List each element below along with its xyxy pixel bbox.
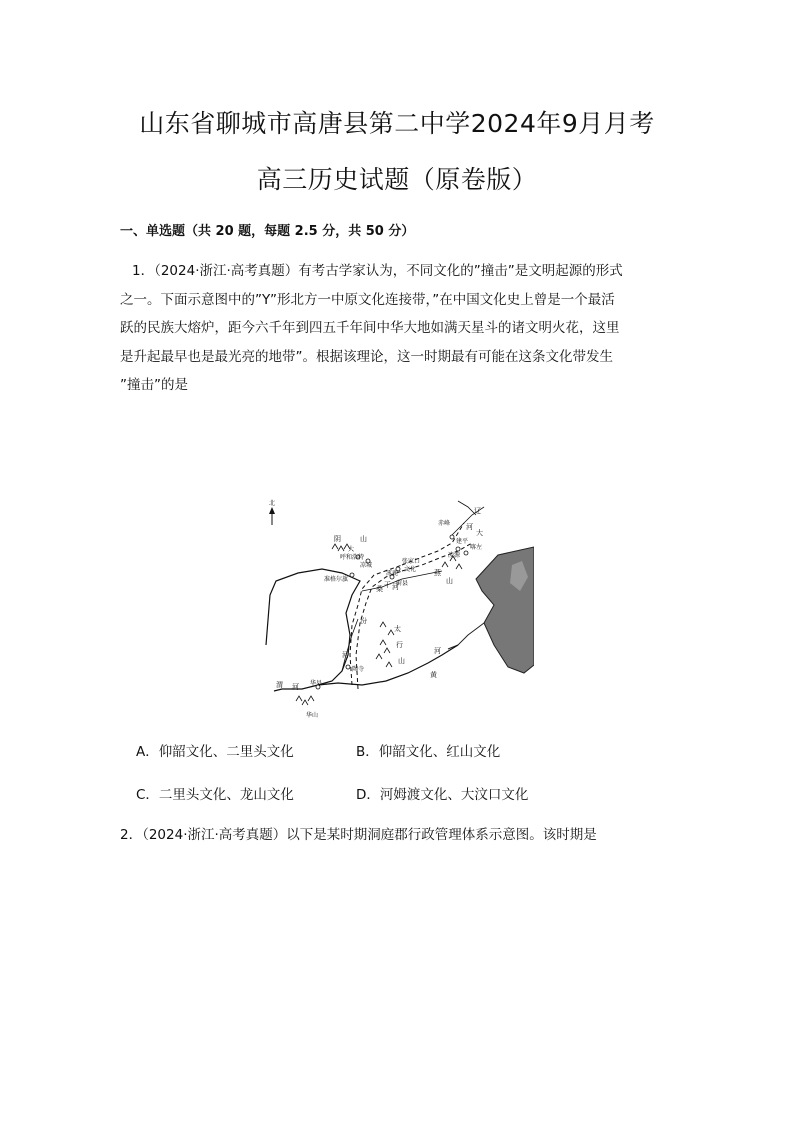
- question-1-line: 是升起最早也是最光亮的地带”。根据该理论，这一时期最有可能在这条文化带发生: [120, 348, 613, 365]
- label-fen: 汾: [360, 617, 367, 625]
- label-huhehaote: 呼和浩特: [340, 554, 365, 561]
- option-c: C．二里头文化、龙山文化: [136, 787, 294, 803]
- label-zhungeer: 准格尔旗: [324, 576, 349, 583]
- label-shan2: 山: [446, 577, 453, 585]
- yellow-river: [266, 569, 360, 691]
- label-taosi: 陶寺: [352, 666, 365, 673]
- label-yuxian: 蔚县: [396, 580, 409, 587]
- question-1-line: 之一。下面示意图中的”Y”形北方一中原文化连接带，”在中国文化史上曾是一个最活: [120, 291, 615, 308]
- label-gan: 干: [384, 581, 391, 589]
- label-liao: 辽: [474, 507, 481, 515]
- label-huashan: 华山: [306, 712, 319, 719]
- label-huang: 黄: [430, 671, 437, 679]
- label-kazuo: 喀左: [470, 544, 483, 551]
- label-he2: 河: [466, 523, 473, 531]
- label-he3: 河: [342, 651, 349, 659]
- label-jianping: 建平: [456, 538, 469, 545]
- label-shan1: 山: [360, 535, 367, 543]
- label-he4: 河: [434, 647, 441, 655]
- question-1-line: 1．（2024·浙江·高考真题）有考古学家认为，不同文化的”撞击”是文明起源的形式: [132, 263, 623, 279]
- label-wei: 渭: [276, 681, 283, 689]
- document-title-line1: 山东省聊城市高唐县第二中学2024年9月月考: [139, 109, 655, 138]
- label-lingyuan: 凌源: [448, 552, 461, 559]
- label-yin: 阴: [334, 535, 341, 543]
- question-1-line: ”撞击”的是: [120, 377, 188, 393]
- label-zhangjiakou: 张家口: [402, 558, 421, 565]
- label-sang: 桑: [376, 585, 383, 593]
- question-2-stem: 2．（2024·浙江·高考真题）以下是某时期洞庭郡行政管理体系示意图。该时期是: [120, 827, 597, 843]
- label-dayuan: 大: [348, 546, 355, 553]
- label-wenhua: 文化: [404, 566, 417, 573]
- label-dalinghe: 大: [476, 529, 483, 537]
- section-heading: 一、单选题（共 20 题，每题 2.5 分，共 50 分）: [120, 224, 415, 239]
- label-chifeng: 赤峰: [438, 520, 451, 527]
- label-liangcheng: 凉城: [360, 562, 373, 569]
- question-1-line: 跃的民族大熔炉，距今六千年到四五千年间中华大地如满天星斗的诸文明火花，这里: [120, 320, 620, 336]
- label-he5: 河: [292, 683, 299, 691]
- label-shan3: 山: [398, 657, 405, 665]
- label-he1: 河: [392, 583, 399, 591]
- label-yan: 燕: [434, 569, 441, 577]
- north-label: 北: [269, 500, 276, 507]
- culture-belt-map: [262, 495, 534, 725]
- option-d: D．河姆渡文化、大汶口文化: [356, 787, 529, 803]
- option-a: A．仰韶文化、二里头文化: [136, 744, 294, 760]
- label-hang: 行: [396, 641, 403, 649]
- document-title-line2: 高三历史试题（原卷版）: [256, 165, 538, 194]
- option-b: B．仰韶文化、红山文化: [356, 744, 501, 760]
- label-tai: 太: [394, 625, 401, 633]
- label-zhuolu: 涿鹿: [386, 570, 399, 577]
- bohai-sea: [476, 547, 534, 673]
- question-1-stem: [120, 257, 680, 400]
- label-huaxian: 华县: [310, 680, 323, 687]
